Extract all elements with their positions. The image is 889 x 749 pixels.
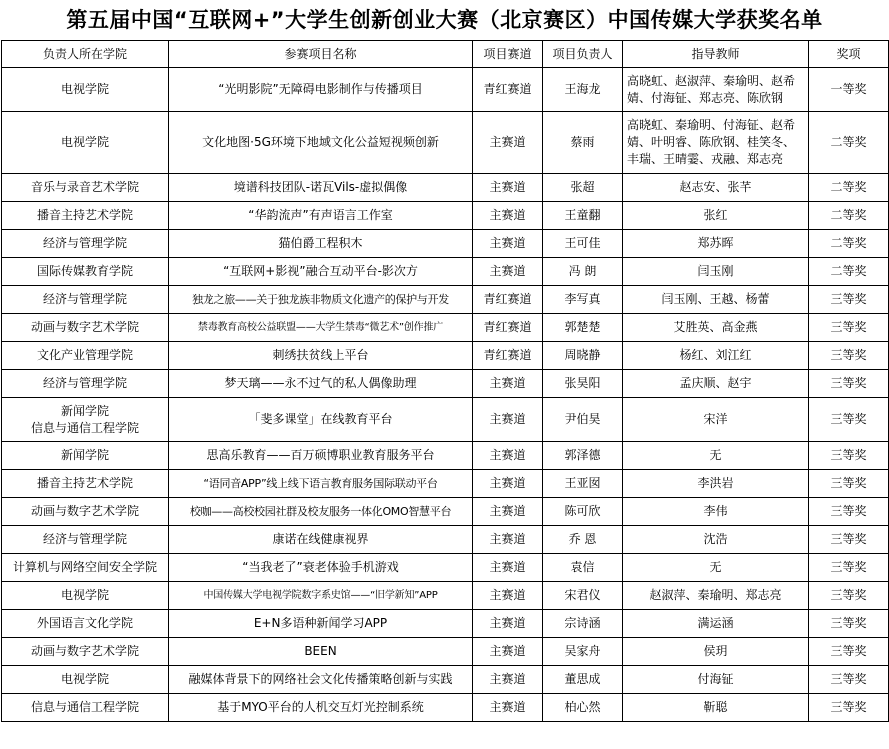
table-row bbox=[2, 202, 889, 230]
teacher-cell: 闫玉刚 bbox=[623, 258, 809, 286]
track-cell: 主赛道 bbox=[473, 526, 543, 554]
header-project: 参赛项目名称 bbox=[169, 41, 473, 68]
teacher-cell: 杨红、刘江红 bbox=[623, 342, 809, 370]
track-cell: 主赛道 bbox=[473, 554, 543, 582]
college-cell: 计算机与网络空间安全学院 bbox=[2, 554, 169, 582]
college-cell: 文化产业管理学院 bbox=[2, 342, 169, 370]
track-cell: 主赛道 bbox=[473, 498, 543, 526]
leader-cell: 周晓静 bbox=[543, 342, 623, 370]
project-cell: 中国传媒大学电视学院数字系史馆——“旧学新知”APP bbox=[169, 582, 473, 610]
college-cell: 音乐与录音艺术学院 bbox=[2, 174, 169, 202]
award-cell: 二等奖 bbox=[809, 174, 889, 202]
college-cell: 经济与管理学院 bbox=[2, 526, 169, 554]
award-cell: 三等奖 bbox=[809, 638, 889, 666]
leader-cell: 王亚囡 bbox=[543, 470, 623, 498]
teacher-cell: 无 bbox=[623, 442, 809, 470]
leader-cell: 冯 朗 bbox=[543, 258, 623, 286]
award-cell: 三等奖 bbox=[809, 286, 889, 314]
track-cell: 主赛道 bbox=[473, 258, 543, 286]
award-cell: 三等奖 bbox=[809, 398, 889, 442]
project-cell: 独龙之旅——关于独龙族非物质文化遗产的保护与开发 bbox=[169, 286, 473, 314]
track-cell: 主赛道 bbox=[473, 666, 543, 694]
leader-cell: 王童翻 bbox=[543, 202, 623, 230]
table-row bbox=[2, 526, 889, 554]
table-row bbox=[2, 314, 889, 342]
college-cell: 动画与数字艺术学院 bbox=[2, 498, 169, 526]
leader-cell: 吴家舟 bbox=[543, 638, 623, 666]
table-row bbox=[2, 470, 889, 498]
project-cell: “语同音APP”线上线下语言教育服务国际联动平台 bbox=[169, 470, 473, 498]
project-cell: “光明影院”无障碍电影制作与传播项目 bbox=[169, 68, 473, 112]
project-cell: 文化地图·5G环境下地域文化公益短视频创新 bbox=[169, 112, 473, 174]
award-cell: 三等奖 bbox=[809, 554, 889, 582]
project-cell: 境谱科技团队-诺瓦Vils-虚拟偶像 bbox=[169, 174, 473, 202]
header-track: 项目赛道 bbox=[473, 41, 543, 68]
teacher-cell: 付海钲 bbox=[623, 666, 809, 694]
teacher-cell: 李伟 bbox=[623, 498, 809, 526]
teacher-cell: 高晓虹、秦瑜明、付海钲、赵希婧、叶明睿、陈欣钢、桂笑冬、丰瑞、王晴霎、戎融、郑志亮 bbox=[623, 112, 809, 174]
track-cell: 青红赛道 bbox=[473, 68, 543, 112]
teacher-cell: 赵志安、张芊 bbox=[623, 174, 809, 202]
college-cell: 动画与数字艺术学院 bbox=[2, 314, 169, 342]
college-line-1: 新闻学院 bbox=[60, 403, 109, 418]
track-cell: 主赛道 bbox=[473, 582, 543, 610]
college-cell: 电视学院 bbox=[2, 666, 169, 694]
college-cell: 国际传媒教育学院 bbox=[2, 258, 169, 286]
award-cell: 三等奖 bbox=[809, 342, 889, 370]
table-row bbox=[2, 666, 889, 694]
award-cell: 三等奖 bbox=[809, 694, 889, 722]
award-cell: 三等奖 bbox=[809, 314, 889, 342]
college-cell: 经济与管理学院 bbox=[2, 370, 169, 398]
teacher-cell: 侯玥 bbox=[623, 638, 809, 666]
leader-cell: 郭楚楚 bbox=[543, 314, 623, 342]
award-cell: 二等奖 bbox=[809, 258, 889, 286]
award-cell: 三等奖 bbox=[809, 610, 889, 638]
track-cell: 主赛道 bbox=[473, 398, 543, 442]
college-cell: 播音主持艺术学院 bbox=[2, 202, 169, 230]
college-cell: 电视学院 bbox=[2, 68, 169, 112]
project-cell: BEEN bbox=[169, 638, 473, 666]
leader-cell: 尹伯昊 bbox=[543, 398, 623, 442]
college-cell: 经济与管理学院 bbox=[2, 230, 169, 258]
leader-cell: 郭泽德 bbox=[543, 442, 623, 470]
project-cell: 「斐多课堂」在线教育平台 bbox=[169, 398, 473, 442]
teacher-cell: 郑苏晖 bbox=[623, 230, 809, 258]
track-cell: 主赛道 bbox=[473, 470, 543, 498]
page-title: 第五届中国“互联网+”大学生创新创业大赛（北京赛区）中国传媒大学获奖名单 bbox=[66, 8, 823, 32]
project-cell: 思高乐教育——百万硕博职业教育服务平台 bbox=[169, 442, 473, 470]
project-cell: 猫伯爵工程积木 bbox=[169, 230, 473, 258]
header-award: 奖项 bbox=[809, 41, 889, 68]
track-cell: 主赛道 bbox=[473, 230, 543, 258]
teacher-cell: 闫玉刚、王越、杨蕾 bbox=[623, 286, 809, 314]
teacher-cell: 宋洋 bbox=[623, 398, 809, 442]
college-cell: 电视学院 bbox=[2, 112, 169, 174]
project-cell: “华韵流声”有声语言工作室 bbox=[169, 202, 473, 230]
teacher-cell: 张红 bbox=[623, 202, 809, 230]
table-row bbox=[2, 174, 889, 202]
table-row bbox=[2, 286, 889, 314]
table-row bbox=[2, 694, 889, 722]
table-row bbox=[2, 638, 889, 666]
award-cell: 一等奖 bbox=[809, 68, 889, 112]
college-cell: 信息与通信工程学院 bbox=[2, 694, 169, 722]
project-cell: 梦天璃——永不过气的私人偶像助理 bbox=[169, 370, 473, 398]
header-teacher: 指导教师 bbox=[623, 41, 809, 68]
table-row bbox=[2, 342, 889, 370]
leader-cell: 蔡雨 bbox=[543, 112, 623, 174]
project-cell: 校咖——高校校园社群及校友服务一体化OMO智慧平台 bbox=[169, 498, 473, 526]
award-cell: 二等奖 bbox=[809, 202, 889, 230]
teacher-cell: 艾胜英、高金燕 bbox=[623, 314, 809, 342]
project-cell: E+N多语种新闻学习APP bbox=[169, 610, 473, 638]
track-cell: 主赛道 bbox=[473, 694, 543, 722]
leader-cell: 王可佳 bbox=[543, 230, 623, 258]
table-row bbox=[2, 498, 889, 526]
track-cell: 主赛道 bbox=[473, 638, 543, 666]
award-table bbox=[1, 40, 889, 722]
table-row bbox=[2, 554, 889, 582]
track-cell: 青红赛道 bbox=[473, 314, 543, 342]
award-cell: 三等奖 bbox=[809, 370, 889, 398]
college-cell: 动画与数字艺术学院 bbox=[2, 638, 169, 666]
track-cell: 主赛道 bbox=[473, 370, 543, 398]
track-cell: 主赛道 bbox=[473, 442, 543, 470]
track-cell: 主赛道 bbox=[473, 610, 543, 638]
award-cell: 三等奖 bbox=[809, 666, 889, 694]
award-cell: 三等奖 bbox=[809, 498, 889, 526]
college-line-2: 信息与通信工程学院 bbox=[30, 420, 139, 435]
leader-cell: 董思成 bbox=[543, 666, 623, 694]
college-cell: 播音主持艺术学院 bbox=[2, 470, 169, 498]
project-cell: 刺绣扶贫线上平台 bbox=[169, 342, 473, 370]
award-cell: 三等奖 bbox=[809, 470, 889, 498]
leader-cell: 张昊阳 bbox=[543, 370, 623, 398]
project-cell: 基于MYO平台的人机交互灯光控制系统 bbox=[169, 694, 473, 722]
award-cell: 二等奖 bbox=[809, 230, 889, 258]
teacher-cell: 李洪岩 bbox=[623, 470, 809, 498]
project-cell: 融媒体背景下的网络社会文化传播策略创新与实践 bbox=[169, 666, 473, 694]
leader-cell: 宋君仪 bbox=[543, 582, 623, 610]
teacher-cell: 无 bbox=[623, 554, 809, 582]
leader-cell: 王海龙 bbox=[543, 68, 623, 112]
teacher-cell: 靳聪 bbox=[623, 694, 809, 722]
table-row bbox=[2, 582, 889, 610]
table-row bbox=[2, 68, 889, 112]
table-row bbox=[2, 610, 889, 638]
table-row bbox=[2, 370, 889, 398]
leader-cell: 袁信 bbox=[543, 554, 623, 582]
teacher-cell: 赵淑萍、秦瑜明、郑志亮 bbox=[623, 582, 809, 610]
teacher-cell: 孟庆顺、赵宇 bbox=[623, 370, 809, 398]
table-row bbox=[2, 398, 889, 442]
teacher-cell: 高晓虹、赵淑萍、秦瑜明、赵希婧、付海钲、郑志亮、陈欣钢 bbox=[623, 68, 809, 112]
table-row bbox=[2, 258, 889, 286]
header-college: 负责人所在学院 bbox=[2, 41, 169, 68]
leader-cell: 宗诗涵 bbox=[543, 610, 623, 638]
award-cell: 三等奖 bbox=[809, 442, 889, 470]
college-cell: 外国语言文化学院 bbox=[2, 610, 169, 638]
project-cell: “当我老了”衰老体验手机游戏 bbox=[169, 554, 473, 582]
teacher-cell: 满运涵 bbox=[623, 610, 809, 638]
college-cell: 电视学院 bbox=[2, 582, 169, 610]
track-cell: 主赛道 bbox=[473, 174, 543, 202]
header-leader: 项目负责人 bbox=[543, 41, 623, 68]
track-cell: 主赛道 bbox=[473, 202, 543, 230]
track-cell: 青红赛道 bbox=[473, 342, 543, 370]
teacher-cell: 沈浩 bbox=[623, 526, 809, 554]
college-cell: 新闻学院 bbox=[2, 442, 169, 470]
leader-cell: 张超 bbox=[543, 174, 623, 202]
award-cell: 三等奖 bbox=[809, 582, 889, 610]
college-cell: 经济与管理学院 bbox=[2, 286, 169, 314]
project-cell: 康诺在线健康视界 bbox=[169, 526, 473, 554]
track-cell: 主赛道 bbox=[473, 112, 543, 174]
table-row bbox=[2, 230, 889, 258]
table-row bbox=[2, 112, 889, 174]
award-cell: 二等奖 bbox=[809, 112, 889, 174]
project-cell: 禁毒教育高校公益联盟——大学生禁毒“微艺术”创作推广 bbox=[169, 314, 473, 342]
leader-cell: 李写真 bbox=[543, 286, 623, 314]
award-cell: 三等奖 bbox=[809, 526, 889, 554]
track-cell: 青红赛道 bbox=[473, 286, 543, 314]
college-cell bbox=[2, 398, 169, 442]
table-header-row bbox=[2, 41, 889, 68]
table-row bbox=[2, 442, 889, 470]
leader-cell: 乔 恩 bbox=[543, 526, 623, 554]
leader-cell: 陈可欣 bbox=[543, 498, 623, 526]
project-cell: “互联网+影视”融合互动平台-影次方 bbox=[169, 258, 473, 286]
leader-cell: 柏心然 bbox=[543, 694, 623, 722]
